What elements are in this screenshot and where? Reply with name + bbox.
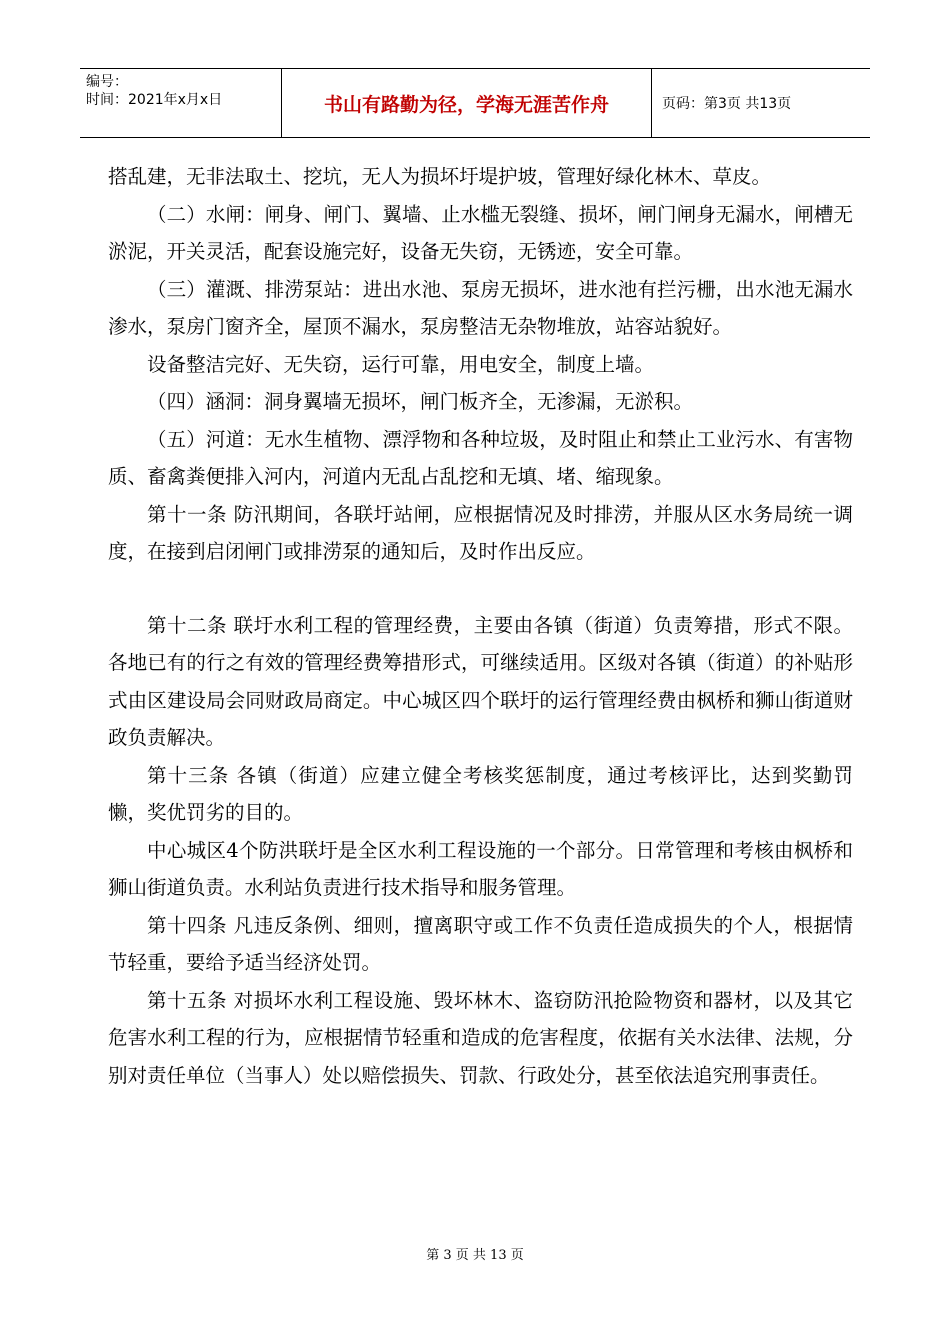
page-header — [80, 68, 870, 138]
paragraph: 第十四条 凡违反条例、细则，擅离职守或工作不负责任造成损失的个人，根据情节轻重，要给予适当经济处罚。 — [108, 913, 853, 974]
paragraph: （五）河道：无水生植物、漂浮物和各种垃圾，及时阻止和禁止工业污水、有害物质、畜禽粪便排入河内，河道内无乱占乱挖和无填、堵、缩现象。 — [108, 427, 853, 488]
paragraph: 第十五条 对损坏水利工程设施、毁坏林木、盗窃防汛抢险物资和器材，以及其它危害水利工程的行为，应根据情节轻重和造成的危害程度，依据有关水法律、法规，分别对责任单位（当事人）处以赔偿损失、罚款、行政处分，甚至依法追究刑事责任。 — [108, 988, 853, 1087]
page-footer: 第 3 页 共 13 页 — [426, 1248, 524, 1263]
paragraph: 第十三条 各镇（街道）应建立健全考核奖惩制度，通过考核评比，达到奖勤罚懒，奖优罚劣的目的。 — [108, 763, 853, 824]
header-motto: 书山有路勤为径，学海无涯苦作舟 — [282, 69, 652, 137]
paragraph-spacer — [108, 571, 853, 607]
document-number-label: 编号： — [86, 74, 128, 90]
paragraph: 第十二条 联圩水利工程的管理经费，主要由各镇（街道）负责筹措，形式不限。各地已有的行之有效的管理经费筹措形式，可继续适用。区级对各镇（街道）的补贴形式由区建设局会同财政局商定。中心城区四个联圩的运行管理经费由枫桥和狮山街道财政负责解决。 — [108, 613, 853, 749]
document-body — [108, 158, 853, 1094]
paragraph: （二）水闸：闸身、闸门、翼墙、止水槛无裂缝、损坏，闸门闸身无漏水，闸槽无淤泥，开关灵活，配套设施完好，设备无失窃，无锈迹，安全可靠。 — [108, 202, 853, 263]
paragraph: 中心城区4个防洪联圩是全区水利工程设施的一个部分。日常管理和考核由枫桥和狮山街道负责。水利站负责进行技术指导和服务管理。 — [108, 838, 853, 899]
paragraph: 第十一条 防汛期间，各联圩站闸，应根据情况及时排涝，并服从区水务局统一调度，在接到启闭闸门或排涝泵的通知后，及时作出反应。 — [108, 502, 853, 563]
paragraph: 搭乱建，无非法取土、挖坑，无人为损坏圩堤护坡，管理好绿化林木、草皮。 — [108, 165, 772, 188]
paragraph: （四）涵洞：洞身翼墙无损坏，闸门板齐全，无渗漏，无淤积。 — [147, 390, 694, 413]
header-page-indicator: 页码：第3页 共13页 — [662, 96, 792, 112]
document-time-label: 时间：2021年x月x日 — [86, 92, 223, 108]
paragraph: 设备整洁完好、无失窃，运行可靠，用电安全，制度上墙。 — [147, 352, 655, 376]
header-meta — [80, 69, 282, 137]
paragraph: （三）灌溉、排涝泵站：进出水池、泵房无损坏，进水池有拦污栅，出水池无漏水渗水，泵房门窗齐全，屋顶不漏水，泵房整洁无杂物堆放，站容站貌好。 — [108, 277, 853, 338]
